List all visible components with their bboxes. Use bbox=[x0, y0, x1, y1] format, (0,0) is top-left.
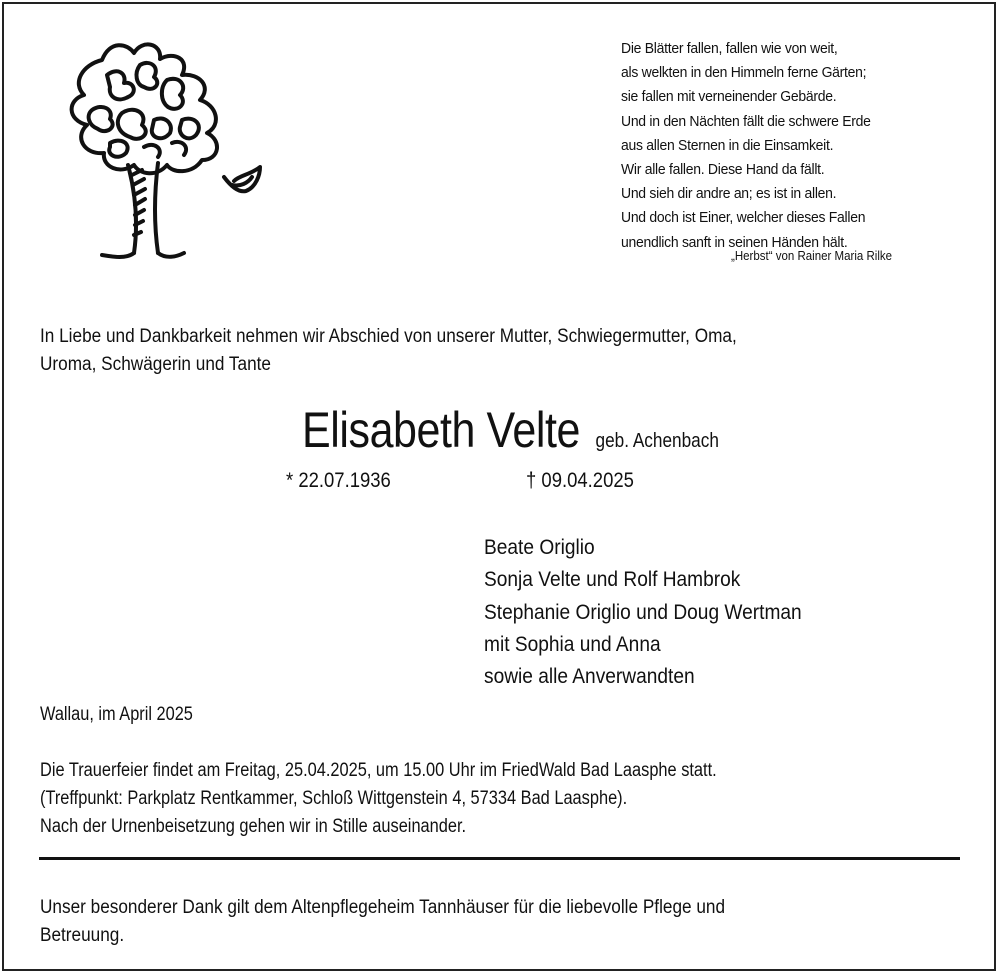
thanks-line: Unser besonderer Dank gilt dem Altenpflegeheim Tannhäuser für die liebevolle Pflege und bbox=[40, 897, 726, 918]
service-line: Die Trauerfeier findet am Freitag, 25.04.2025, um 15.00 Uhr im FriedWald Bad Laasphe statt. bbox=[40, 760, 717, 781]
service-details bbox=[40, 757, 717, 841]
deceased-name: Elisabeth Velte bbox=[302, 402, 581, 458]
mourner: Stephanie Origlio und Doug Wertman bbox=[484, 599, 802, 624]
mourner: sowie alle Anverwandten bbox=[484, 664, 695, 689]
poem bbox=[621, 37, 925, 255]
maiden-name: geb. Achenbach bbox=[595, 430, 719, 452]
death-date: † 09.04.2025 bbox=[526, 469, 634, 492]
divider bbox=[39, 857, 960, 860]
deceased-name-row bbox=[302, 400, 719, 460]
mourner: Beate Origlio bbox=[484, 535, 595, 559]
tree-with-falling-leaf-icon bbox=[62, 25, 272, 275]
mourner: Sonja Velte und Rolf Hambrok bbox=[484, 567, 741, 592]
mourners-list bbox=[484, 531, 802, 692]
service-line: (Treffpunkt: Parkplatz Rentkammer, Schloß Wittgenstein 4, 57334 Bad Laasphe). bbox=[40, 788, 628, 809]
poem-line: Und sieh dir andre an; es ist in allen. bbox=[621, 185, 837, 203]
poem-line: aus allen Sternen in die Einsamkeit. bbox=[621, 136, 834, 154]
poem-credit: „Herbst“ von Rainer Maria Rilke bbox=[731, 249, 893, 263]
place-date: Wallau, im April 2025 bbox=[40, 704, 193, 725]
intro-line: In Liebe und Dankbarkeit nehmen wir Abschied von unserer Mutter, Schwiegermutter, Oma, bbox=[40, 326, 737, 347]
poem-line: Wir alle fallen. Diese Hand da fällt. bbox=[621, 161, 825, 179]
poem-line: unendlich sanft in seinen Händen hält. bbox=[621, 233, 848, 251]
birth-date: * 22.07.1936 bbox=[286, 469, 391, 492]
thanks-text bbox=[40, 894, 725, 950]
intro-line: Uroma, Schwägerin und Tante bbox=[40, 354, 272, 375]
mourner: mit Sophia und Anna bbox=[484, 631, 661, 656]
poem-line: sie fallen mit verneinender Gebärde. bbox=[621, 88, 837, 106]
thanks-line: Betreuung. bbox=[40, 925, 125, 946]
poem-line: als welkten in den Himmeln ferne Gärten; bbox=[621, 64, 867, 82]
intro-text bbox=[40, 323, 855, 379]
poem-line: Und doch ist Einer, welcher dieses Fallen bbox=[621, 209, 866, 227]
poem-line: Und in den Nächten fällt die schwere Erde bbox=[621, 112, 871, 130]
poem-line: Die Blätter fallen, fallen wie von weit, bbox=[621, 40, 838, 57]
service-line: Nach der Urnenbeisetzung gehen wir in Stille auseinander. bbox=[40, 816, 467, 837]
